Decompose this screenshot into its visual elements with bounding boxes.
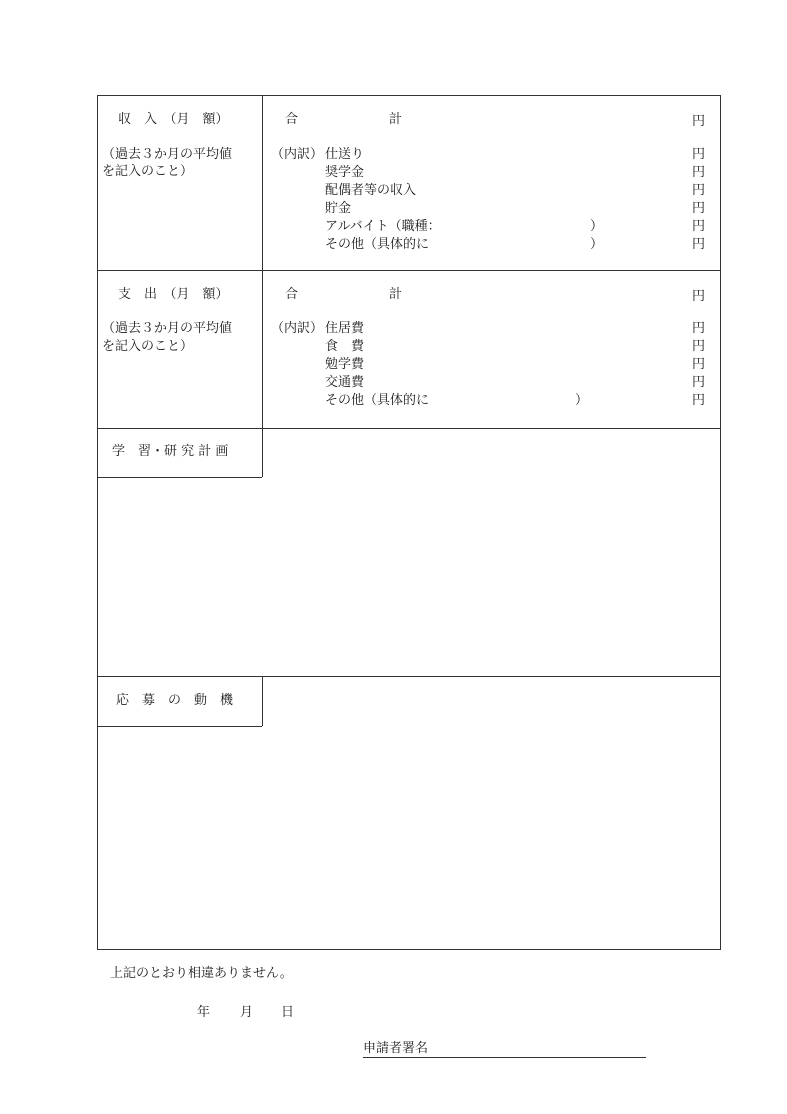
- expense-item-label: 住居費: [325, 321, 365, 336]
- date-year-label: 年: [197, 1005, 211, 1020]
- expense-item-unit: 円: [692, 375, 706, 390]
- motivation-heading: 応 募 の 動 機: [116, 693, 234, 708]
- study-bottom-divider: [98, 676, 720, 677]
- date-month-label: 月: [240, 1005, 254, 1020]
- income-item-close-paren: ）: [590, 219, 604, 234]
- expense-item-unit: 円: [692, 321, 706, 336]
- date-day-label: 日: [281, 1005, 295, 1020]
- expense-bottom-divider: [98, 428, 720, 429]
- income-item-unit: 円: [692, 237, 706, 252]
- expense-item-close-paren: ）: [575, 393, 589, 408]
- signature-line[interactable]: [363, 1057, 646, 1058]
- income-item-unit: 円: [692, 183, 706, 198]
- signature-label: 申請者署名: [363, 1041, 429, 1056]
- income-item-unit: 円: [692, 219, 706, 234]
- expense-item-label: 交通費: [325, 375, 365, 390]
- expense-note-line2: を記入のこと）: [102, 339, 194, 354]
- motivation-writing-area[interactable]: [98, 727, 720, 949]
- finance-column-divider: [262, 96, 263, 428]
- expense-item-unit: 円: [692, 357, 706, 372]
- expense-heading: 支 出 （月 額）: [118, 287, 229, 302]
- expense-item-unit: 円: [692, 339, 706, 354]
- income-item-label: その他（具体的に: [325, 237, 430, 252]
- expense-item-label: その他（具体的に: [325, 393, 430, 408]
- declaration-text: 上記のとおり相違ありません。: [110, 966, 293, 981]
- income-item-label: 仕送り: [325, 147, 365, 162]
- income-item-label: アルバイト（職種：: [325, 219, 441, 234]
- expense-item-label: 食 費: [325, 339, 365, 354]
- income-note-line1: （過去３か月の平均値: [102, 147, 233, 162]
- income-item-label: 奨学金: [325, 165, 365, 180]
- income-item-unit: 円: [692, 165, 706, 180]
- expense-breakdown-prefix: （内訳）: [271, 321, 324, 336]
- income-total-unit: 円: [692, 114, 706, 129]
- income-total-label: 合 計: [285, 112, 403, 127]
- income-item-label: 貯金: [325, 201, 352, 216]
- study-plan-heading: 学 習・研 究 計 画: [112, 444, 229, 459]
- study-plan-writing-area[interactable]: [98, 477, 720, 674]
- expense-total-unit: 円: [692, 289, 706, 304]
- study-label-right-border: [262, 428, 263, 477]
- income-item-label: 配偶者等の収入: [325, 183, 417, 198]
- income-heading: 収 入 （月 額）: [118, 112, 229, 127]
- income-item-unit: 円: [692, 201, 706, 216]
- expense-item-unit: 円: [692, 393, 706, 408]
- expense-note-line1: （過去３か月の平均値: [102, 321, 233, 336]
- income-item-unit: 円: [692, 147, 706, 162]
- income-note-line2: を記入のこと）: [102, 164, 194, 179]
- expense-total-label: 合 計: [285, 287, 403, 302]
- motivation-label-right-border: [262, 676, 263, 726]
- income-bottom-divider: [98, 270, 720, 271]
- income-item-close-paren: ）: [590, 237, 604, 252]
- income-breakdown-prefix: （内訳）: [271, 147, 324, 162]
- expense-item-label: 勉学費: [325, 357, 365, 372]
